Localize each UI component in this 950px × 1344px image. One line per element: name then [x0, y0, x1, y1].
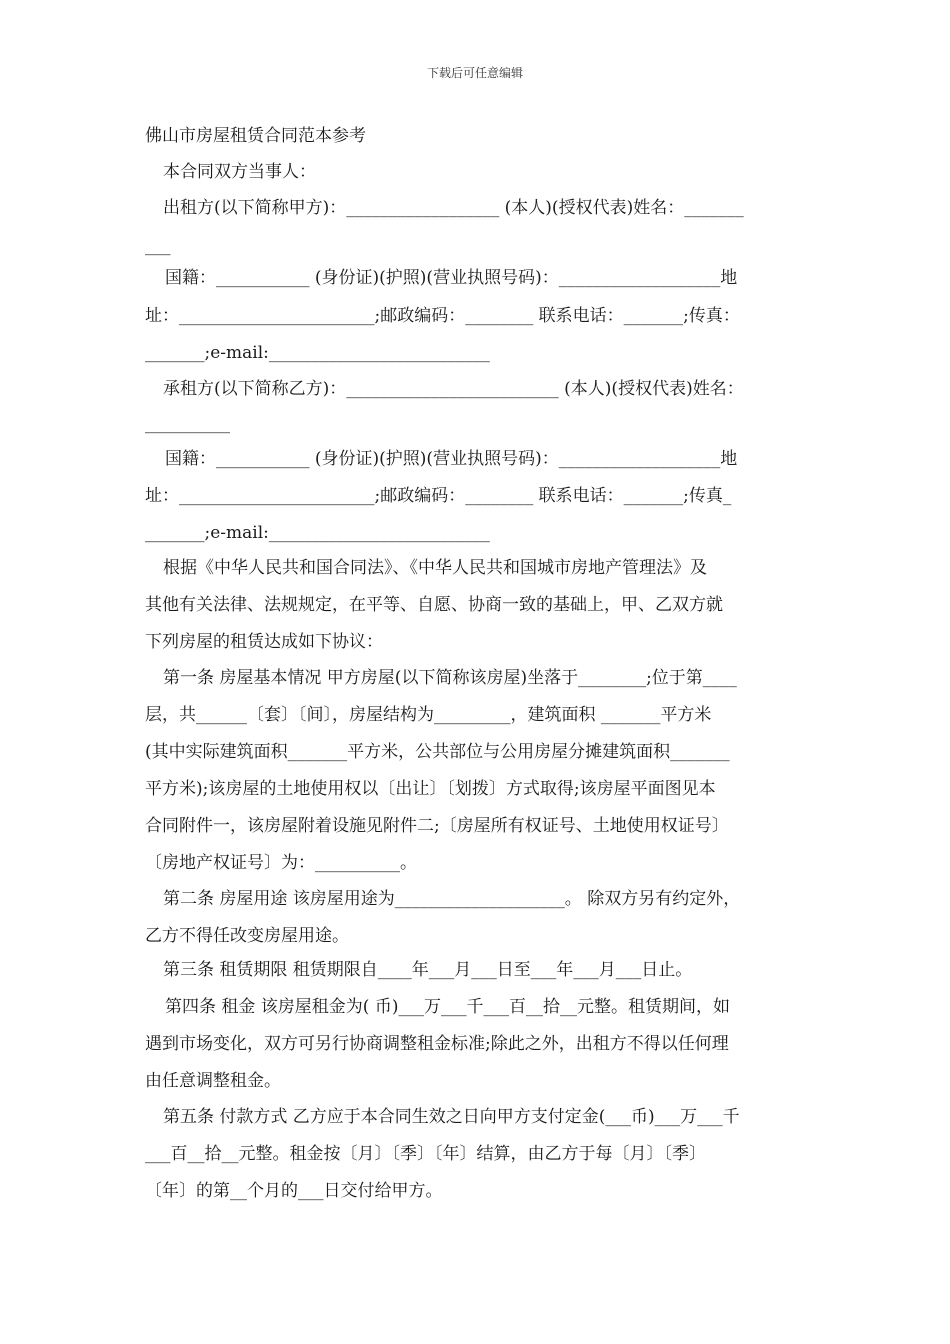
paragraph-line: 本合同双方当事人： — [163, 162, 316, 182]
paragraph-line: 第五条 付款方式 乙方应于本合同生效之日向甲方支付定金(___币)___万___千 — [163, 1107, 740, 1127]
download-note: 下载后可任意编辑 — [426, 66, 523, 80]
paragraph-line: 下列房屋的租赁达成如下协议： — [145, 632, 383, 652]
paragraph-line: 乙方不得任改变房屋用途。 — [145, 926, 349, 946]
paragraph-line: 由任意调整租金。 — [145, 1071, 281, 1091]
paragraph-line: 国籍：___________ (身份证)(护照)(营业执照号码)：___________________地 — [165, 449, 738, 469]
paragraph-line: 遇到市场变化，双方可另行协商调整租金标准;除此之外，出租方不得以任何理 — [145, 1034, 729, 1054]
document-title: 佛山市房屋租赁合同范本参考 — [145, 126, 366, 146]
paragraph-line: 〔房地产权证号〕为：__________。 — [145, 853, 417, 873]
paragraph-line: 层，共______〔套〕〔间〕，房屋结构为_________，建筑面积 _______平方米 — [145, 705, 712, 725]
paragraph-line: 第二条 房屋用途 该房屋用途为____________________。 除双方另有约定外， — [163, 889, 741, 909]
paragraph-line: 根据《中华人民共和国合同法》、《中华人民共和国城市房地产管理法》及 — [163, 558, 707, 578]
paragraph-line: 出租方(以下简称甲方)：__________________ (本人)(授权代表)姓名：_______ — [163, 198, 744, 218]
paragraph-line: ___ — [145, 236, 171, 256]
paragraph-line: _______;e-mail:__________________________ — [145, 343, 490, 363]
paragraph-line: 合同附件一，该房屋附着设施见附件二;〔房屋所有权证号、土地使用权证号〕 — [145, 816, 729, 836]
paragraph-line: 其他有关法律、法规规定，在平等、自愿、协商一致的基础上，甲、乙双方就 — [145, 595, 723, 615]
paragraph-line: 第一条 房屋基本情况 甲方房屋(以下简称该房屋)坐落于________;位于第____ — [163, 668, 737, 688]
paragraph-line: 国籍：___________ (身份证)(护照)(营业执照号码)：___________________地 — [165, 268, 738, 288]
paragraph-line: _______;e-mail:__________________________ — [145, 523, 490, 543]
paragraph-line: 第四条 租金 该房屋租金为( 币)___万___千___百__拾__元整。租赁期间，如 — [165, 997, 730, 1017]
paragraph-line: __________ — [145, 414, 230, 434]
paragraph-line: 〔年〕的第__个月的___日交付给甲方。 — [145, 1181, 443, 1201]
paragraph-line: 平方米);该房屋的土地使用权以〔出让〕〔划拨〕方式取得;该房屋平面图见本 — [145, 779, 716, 799]
paragraph-line: 址：_______________________;邮政编码：________ 联系电话：_______;传真_ — [145, 486, 732, 506]
paragraph-line: (其中实际建筑面积_______平方米，公共部位与公用房屋分摊建筑面积_______ — [145, 742, 730, 762]
paragraph-line: ___百__拾__元整。租金按〔月〕〔季〕〔年〕结算，由乙方于每〔月〕〔季〕 — [145, 1144, 706, 1164]
paragraph-line: 第三条 租赁期限 租赁期限自____年___月___日至___年___月___日止。 — [163, 960, 693, 980]
paragraph-line: 址：_______________________;邮政编码：________ 联系电话：_______;传真： — [145, 306, 740, 326]
paragraph-line: 承租方(以下简称乙方)：_________________________ (本人)(授权代表)姓名： — [163, 379, 744, 399]
